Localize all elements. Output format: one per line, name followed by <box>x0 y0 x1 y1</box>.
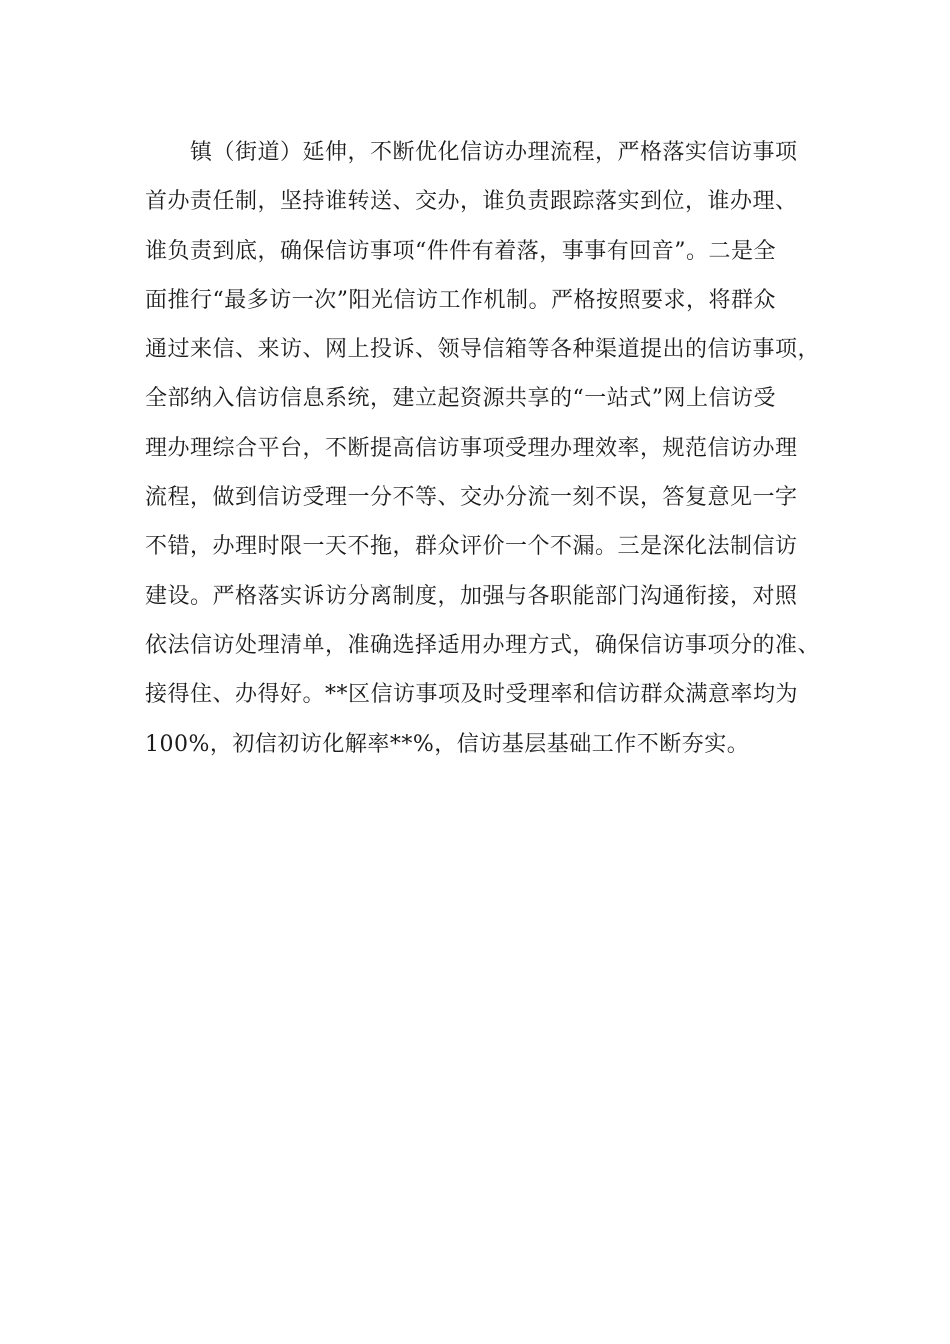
paragraph-line: 建设。严格落实诉访分离制度，加强与各职能部门沟通衔接，对照 <box>145 583 798 609</box>
paragraph-line: 依法信访处理清单，准确选择适用办理方式，确保信访事项分的准、 <box>145 632 821 658</box>
paragraph-line: 谁负责到底，确保信访事项“件件有着落，事事有回音”。二是全 <box>145 238 776 264</box>
paragraph-line: 镇（街道）延伸，不断优化信访办理流程，严格落实信访事项 <box>190 140 798 165</box>
paragraph-line: 不错，办理时限一天不拖，群众评价一个不漏。三是深化法制信访 <box>145 534 798 560</box>
paragraph-line: 流程，做到信访受理一分不等、交办分流一刻不误，答复意见一字 <box>145 485 798 511</box>
paragraph-line: 面推行“最多访一次”阳光信访工作机制。严格按照要求，将群众 <box>145 287 776 313</box>
paragraph-line: 接得住、办得好。**区信访事项及时受理率和信访群众满意率均为 <box>145 682 799 708</box>
body-paragraph <box>145 133 835 774</box>
paragraph-line: 100%，初信初访化解率**%，信访基层基础工作不断夯实。 <box>145 731 750 757</box>
paragraph-line: 理办理综合平台，不断提高信访事项受理办理效率，规范信访办理 <box>145 435 798 461</box>
paragraph-line: 首办责任制，坚持谁转送、交办，谁负责跟踪落实到位，谁办理、 <box>145 189 798 215</box>
paragraph-line: 全部纳入信访信息系统，建立起资源共享的“一站式”网上信访受 <box>145 386 776 412</box>
paragraph-line: 通过来信、来访、网上投诉、领导信箱等各种渠道提出的信访事项， <box>145 337 821 363</box>
